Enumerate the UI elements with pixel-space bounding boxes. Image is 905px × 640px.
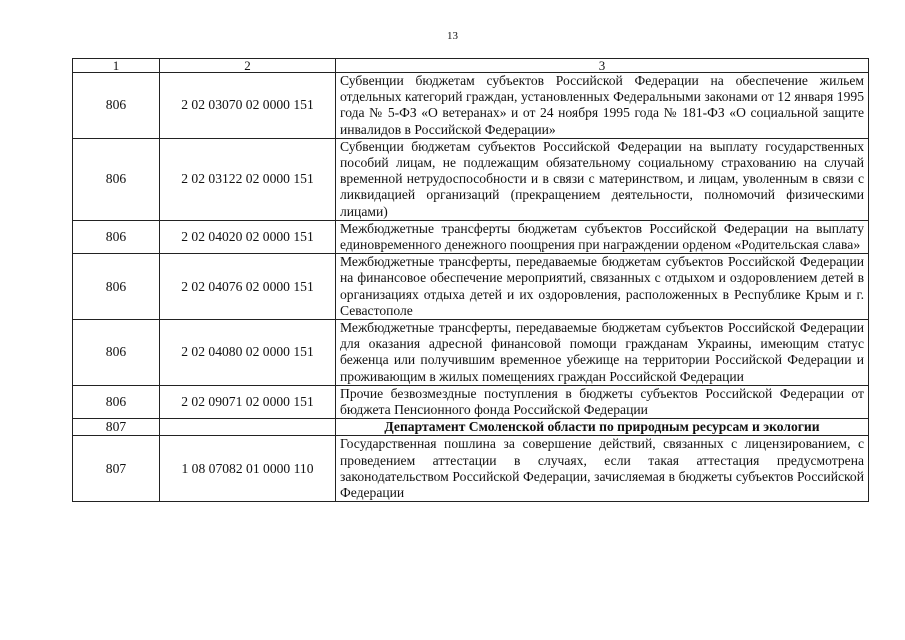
admin-code-cell: 807 xyxy=(73,436,160,502)
admin-code-cell: 806 xyxy=(73,254,160,320)
table-row xyxy=(73,436,869,502)
description-cell: Межбюджетные трансферты, передаваемые бюджетам субъектов Российской Федерации для оказания адресной финансовой помощи гражданам Украины, имеющим статус беженца или получившим временное убежище на территории Российской Федерации и проживающим в жилых помещениях граждан Российской Федерации xyxy=(336,320,869,386)
revenue-code-cell: 2 02 04076 02 0000 151 xyxy=(160,254,336,320)
description-cell: Прочие безвозмездные поступления в бюджеты субъектов Российской Федерации от бюджета Пенсионного фонда Российской Федерации xyxy=(336,385,869,418)
table-row xyxy=(73,220,869,253)
column-header-3: 3 xyxy=(336,59,869,73)
table-row xyxy=(73,254,869,320)
table-row xyxy=(73,138,869,220)
admin-code-cell: 806 xyxy=(73,73,160,139)
column-header-2: 2 xyxy=(160,59,336,73)
description-cell: Субвенции бюджетам субъектов Российской Федерации на обеспечение жильем отдельных категорий граждан, установленных Федеральными законами от 12 января 1995 года № 5-ФЗ «О ветеранах» и от 24 ноября 1995 года № 181-ФЗ «О социальной защите инвалидов в Российской Федерации» xyxy=(336,73,869,139)
admin-code-cell: 806 xyxy=(73,320,160,386)
revenue-code-cell: 2 02 04020 02 0000 151 xyxy=(160,220,336,253)
description-cell: Государственная пошлина за совершение действий, связанных с лицензированием, с проведением аттестации в случаях, если такая аттестация предусмотрена законодательством Российской Федерации, зачисляемая в бюджеты субъектов Российской Федерации xyxy=(336,436,869,502)
revenue-codes-table xyxy=(72,58,869,502)
department-title: Департамент Смоленской области по природным ресурсам и экологии xyxy=(336,419,869,436)
table-header-row xyxy=(73,59,869,73)
description-cell: Субвенции бюджетам субъектов Российской Федерации на выплату государственных пособий лицам, не подлежащим обязательному социальному страхованию на случай временной нетрудоспособности и в связи с материнством, и лицам, уволенным в связи с ликвидацией организаций (прекращением деятельности, полномочий физическими лицами) xyxy=(336,138,869,220)
table-row xyxy=(73,320,869,386)
revenue-code-cell: 2 02 04080 02 0000 151 xyxy=(160,320,336,386)
table-row xyxy=(73,385,869,418)
revenue-code-cell: 2 02 03070 02 0000 151 xyxy=(160,73,336,139)
admin-code-cell: 807 xyxy=(73,419,160,436)
admin-code-cell: 806 xyxy=(73,220,160,253)
table-row xyxy=(73,73,869,139)
revenue-code-cell: 2 02 03122 02 0000 151 xyxy=(160,138,336,220)
description-cell: Межбюджетные трансферты, передаваемые бюджетам субъектов Российской Федерации на финансовое обеспечение мероприятий, связанных с отдыхом и оздоровлением детей в организациях отдыха детей и их оздоровления, расположенных в Республике Крым и г. Севастополе xyxy=(336,254,869,320)
description-cell: Межбюджетные трансферты бюджетам субъектов Российской Федерации на выплату единовременного денежного поощрения при награждении орденом «Родительская слава» xyxy=(336,220,869,253)
page-number: 13 xyxy=(447,30,458,42)
admin-code-cell: 806 xyxy=(73,138,160,220)
admin-code-cell: 806 xyxy=(73,385,160,418)
revenue-code-cell: 2 02 09071 02 0000 151 xyxy=(160,385,336,418)
department-row xyxy=(73,419,869,436)
column-header-1: 1 xyxy=(73,59,160,73)
revenue-code-cell xyxy=(160,419,336,436)
revenue-code-cell: 1 08 07082 01 0000 110 xyxy=(160,436,336,502)
